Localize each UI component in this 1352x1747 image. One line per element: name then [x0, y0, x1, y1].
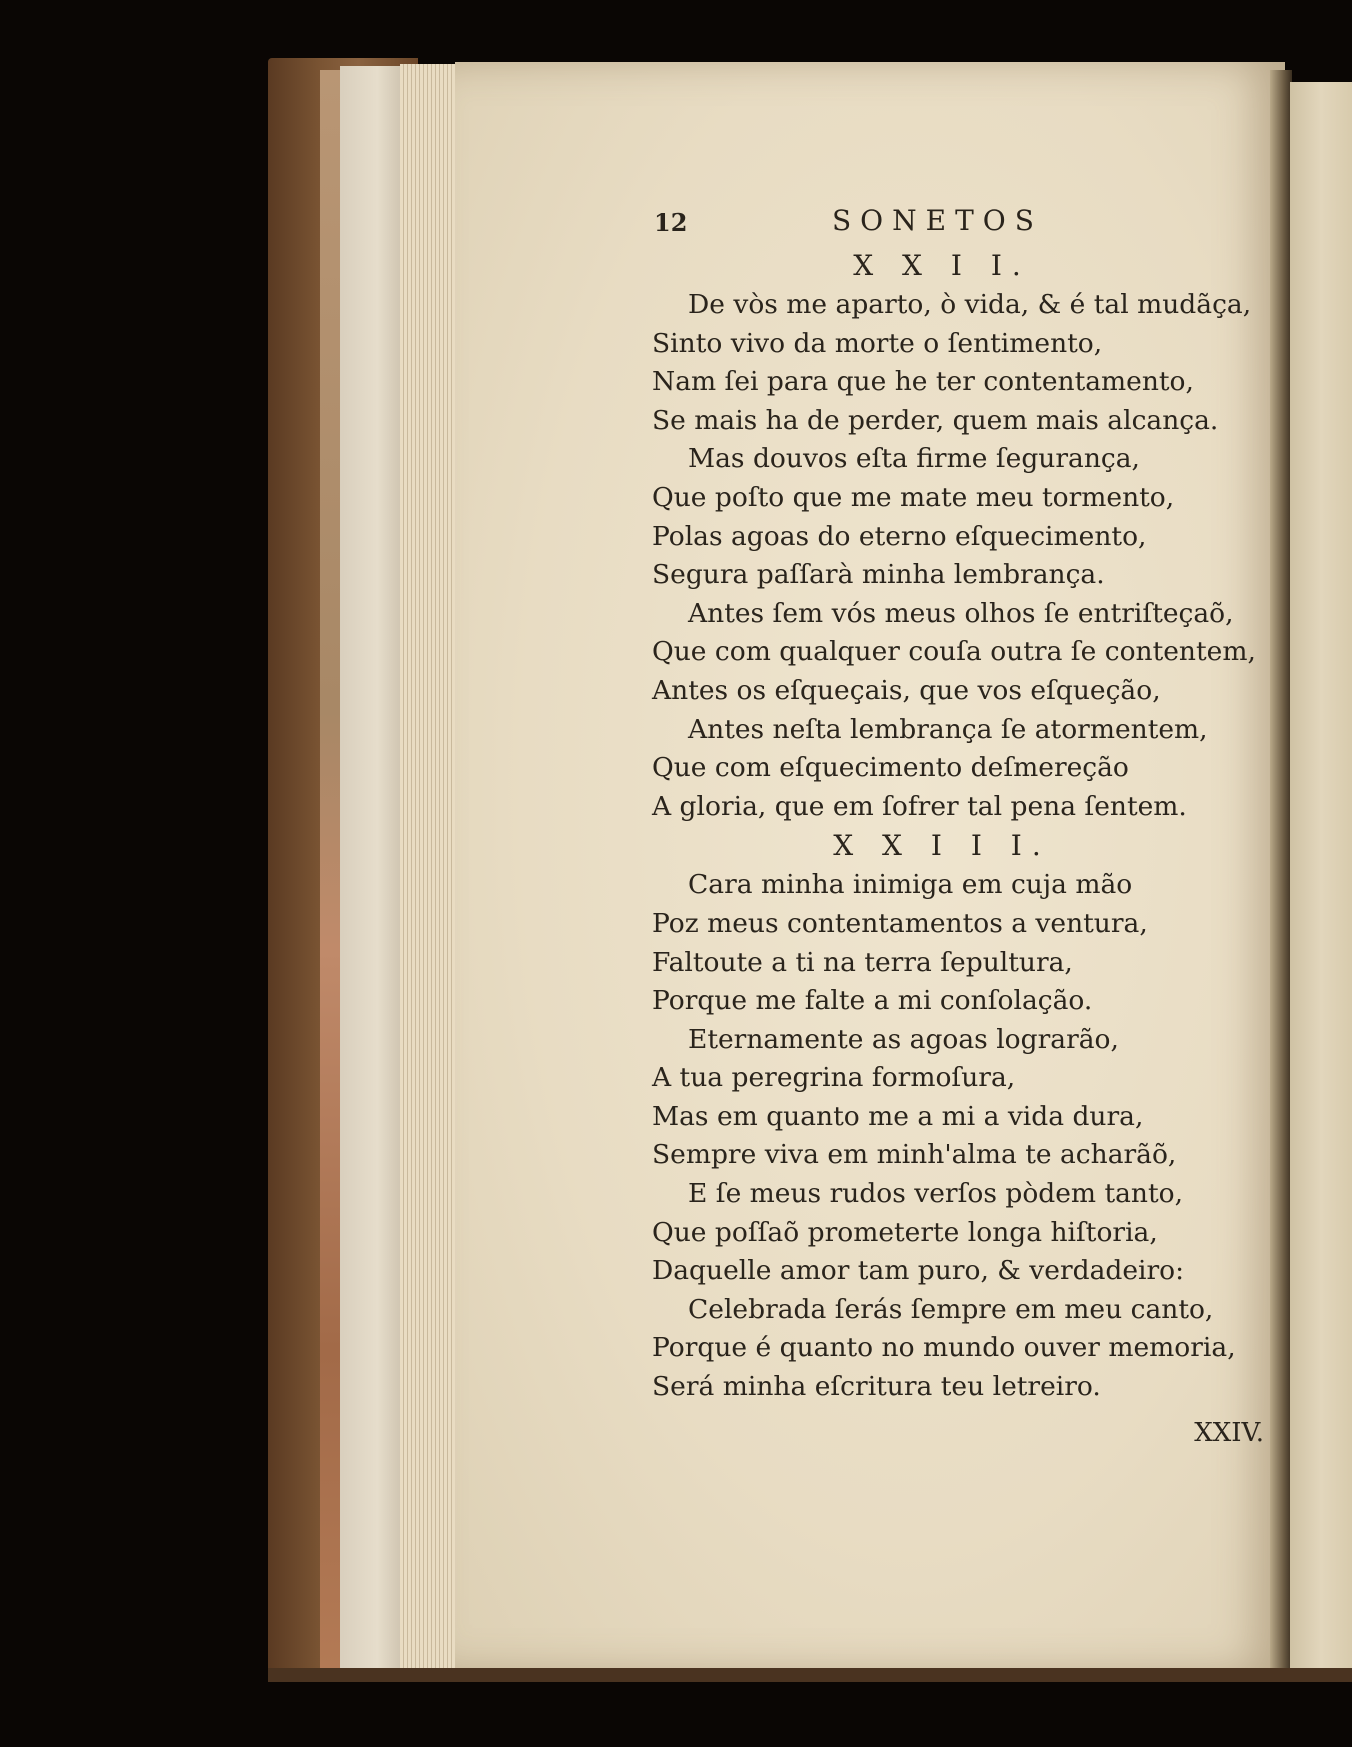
verse-line: Será minha eſcritura teu letreiro. [652, 1371, 1101, 1403]
verse-line: Sinto vivo da morte o ſentimento, [652, 327, 1103, 359]
sonnet-number: X X I I. [853, 249, 1031, 282]
sonnet-xxii [652, 246, 1272, 826]
verse-line: Antes neſta lembrança ſe atormentem, [688, 713, 1208, 745]
verse-line: Nam ſei para que he ter contentamento, [652, 366, 1194, 398]
cover-edge [320, 70, 342, 1670]
running-head-title: SONETOS [832, 204, 1043, 237]
verse-line: E ſe meus rudos verſos pòdem tanto, [688, 1178, 1184, 1210]
book-base [268, 1668, 1352, 1682]
endpaper [340, 66, 402, 1670]
verse-line: Celebrada ſerás ſempre em meu canto, [688, 1293, 1214, 1325]
facing-page [1290, 82, 1352, 1672]
verse-line: A gloria, que em ſofrer tal pena ſentem. [652, 790, 1187, 822]
verse-line: Poz meus contentamentos a ventura, [652, 907, 1148, 939]
verse-line: Porque é quanto no mundo ouver memoria, [652, 1332, 1236, 1364]
catchword: XXIV. [1194, 1417, 1264, 1448]
verse-line: Antes os eſqueçais, que vos eſqueção, [652, 674, 1161, 706]
verse-line: Que com qualquer couſa outra ſe contentem, [652, 636, 1256, 668]
verse-line: Polas agoas do eterno eſquecimento, [652, 520, 1147, 552]
verse-line: Daquelle amor tam puro, & verdadeiro: [652, 1255, 1185, 1287]
running-head [652, 200, 1272, 246]
verse-line: Segura paſſarà minha lembrança. [652, 559, 1105, 591]
verse-line: Que poſſaõ prometerte longa hiſtoria, [652, 1216, 1158, 1248]
page-number: 12 [654, 208, 688, 237]
verse-line: Se mais ha de perder, quem mais alcança. [652, 404, 1219, 436]
verse-line: Antes ſem vós meus olhos ſe entriſteçaõ, [688, 597, 1234, 629]
sonnet-number: X X I I I. [833, 829, 1051, 863]
verse-line: Porque me falte a mi conſolação. [652, 985, 1093, 1017]
sonnet-xxiii [652, 826, 1272, 1406]
verse-line: Que poſto que me mate meu tormento, [652, 481, 1175, 513]
verse-line: Faltoute a ti na terra ſepultura, [652, 946, 1073, 978]
verse-line: Eternamente as agoas lograrão, [688, 1023, 1119, 1055]
book-gutter [1270, 70, 1292, 1670]
verse-line: De vòs me aparto, ò vida, & é tal mudãça, [688, 289, 1252, 320]
verse-line: Sempre viva em minh'alma te acharãõ, [652, 1139, 1177, 1171]
verse-line: Cara minha inimiga em cuja mão [688, 869, 1133, 901]
page-text [652, 200, 1272, 1455]
verse-line: Mas em quanto me a mi a vida dura, [652, 1100, 1144, 1132]
verse-line: Mas douvos eſta firme ſegurança, [688, 443, 1140, 475]
page-stack [400, 64, 460, 1670]
verse-line: Que com eſquecimento deſmereção [652, 752, 1129, 784]
verse-line: A tua peregrina formoſura, [652, 1062, 1016, 1094]
